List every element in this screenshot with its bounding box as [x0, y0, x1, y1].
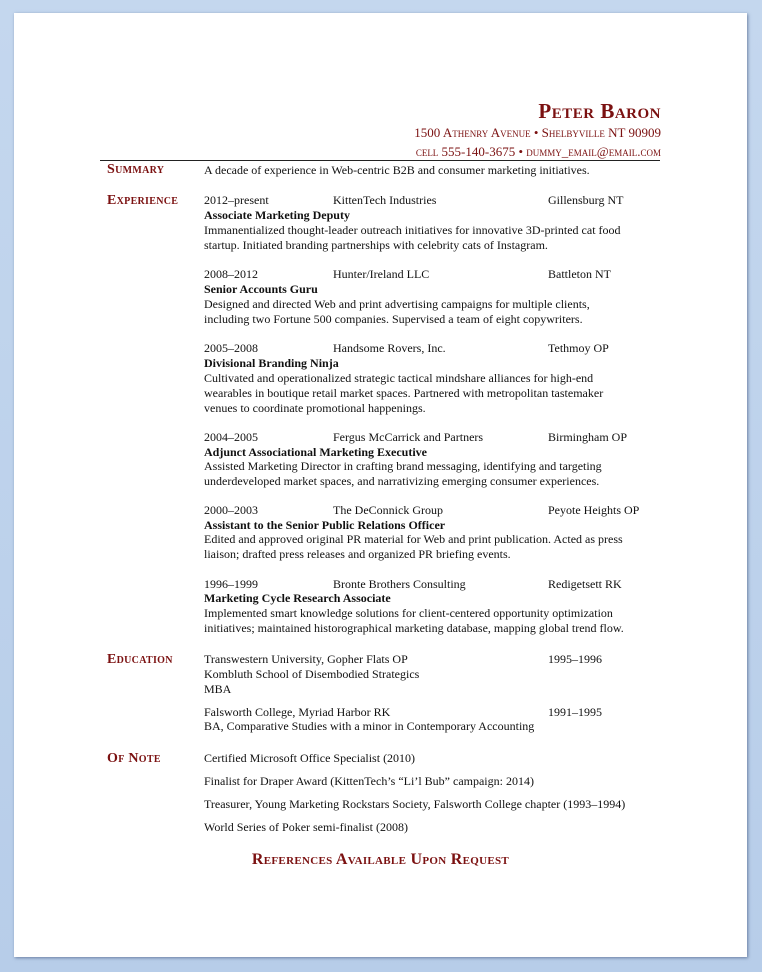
school-name: Falsworth College, Myriad Harbor RK [204, 705, 391, 719]
job-description-line: Immanentialized thought-leader outreach initiatives for innovative 3D-printed cat food [204, 223, 621, 237]
job-description-line: including two Fortune 500 companies. Supervised a team of eight copywriters. [204, 312, 583, 326]
job-title: Senior Accounts Guru [204, 282, 318, 296]
section-heading-summary: Summary [107, 162, 165, 177]
note-item: Treasurer, Young Marketing Rockstars Society, Falsworth College chapter (1993–1994) [204, 797, 626, 811]
summary-text: A decade of experience in Web-centric B2B and consumer marketing initiatives. [204, 163, 590, 177]
note-item: World Series of Poker semi-finalist (2008) [204, 820, 408, 834]
note-item: Finalist for Draper Award (KittenTech’s “Li’l Bub” campaign: 2014) [204, 774, 534, 788]
job-description-line: underdeveloped market spaces, and narrativizing emerging consumer experiences. [204, 474, 600, 488]
section-heading-education: Education [107, 652, 173, 667]
job-company: Fergus McCarrick and Partners [333, 430, 484, 444]
address-line: 1500 Athenry Avenue • Shelbyville NT 90909 [414, 125, 661, 140]
job-title: Marketing Cycle Research Associate [204, 591, 391, 605]
section-heading-experience: Experience [107, 193, 179, 208]
job-description-line: Assisted Marketing Director in crafting brand messaging, identifying and targeting [204, 459, 602, 473]
job-title: Associate Marketing Deputy [204, 208, 350, 222]
job-description-line: wearables in boutique retail market spaces. Partnered with metropolitan tastemaker [204, 386, 604, 400]
job-dates: 2004–2005 [204, 430, 258, 444]
degree-line: MBA [204, 682, 232, 696]
job-description-line: Designed and directed Web and print advertising campaigns for multiple clients, [204, 297, 590, 311]
degree-line: BA, Comparative Studies with a minor in Contemporary Accounting [204, 719, 535, 733]
job-description-line: startup. Initiated branding partnerships with celebrity cats of Instagram. [204, 238, 548, 252]
school-dates: 1995–1996 [548, 652, 602, 666]
job-location: Tethmoy OP [548, 341, 609, 355]
resume-page [14, 13, 747, 957]
school-name: Transwestern University, Gopher Flats OP [204, 652, 408, 666]
job-description-line: venues to coordinate promotional happenings. [204, 401, 426, 415]
job-description-line: Cultivated and operationalized strategic tactical mindshare alliances for high-end [204, 371, 594, 385]
job-location: Peyote Heights OP [548, 503, 640, 517]
degree-line: Kombluth School of Disembodied Strategics [204, 667, 420, 681]
job-title: Adjunct Associational Marketing Executive [204, 445, 427, 459]
job-company: Bronte Brothers Consulting [333, 577, 466, 591]
candidate-name: Peter Baron [538, 99, 661, 123]
job-dates: 2008–2012 [204, 267, 258, 281]
job-dates: 2012–present [204, 193, 269, 207]
job-location: Gillensburg NT [548, 193, 624, 207]
job-description-line: Edited and approved original PR material for Web and print publication. Acted as press [204, 532, 623, 546]
contact-line: cell 555-140-3675 • dummy_email@email.com [415, 144, 661, 159]
job-description-line: initiatives; maintained historographical marketing database, mapping global trend flow. [204, 621, 624, 635]
job-description-line: liaison; drafted press releases and organized PR briefing events. [204, 547, 511, 561]
job-dates: 2000–2003 [204, 503, 258, 517]
job-dates: 1996–1999 [204, 577, 258, 591]
job-location: Birmingham OP [548, 430, 628, 444]
job-location: Battleton NT [548, 267, 611, 281]
job-location: Redigetsett RK [548, 577, 622, 591]
header-divider [100, 160, 660, 161]
job-company: Handsome Rovers, Inc. [333, 341, 446, 355]
job-dates: 2005–2008 [204, 341, 258, 355]
references-line: References Available Upon Request [251, 851, 510, 868]
section-heading-of-note: Of Note [107, 751, 161, 766]
job-title: Divisional Branding Ninja [204, 356, 339, 370]
note-item: Certified Microsoft Office Specialist (2010) [204, 751, 416, 765]
job-company: KittenTech Industries [333, 193, 437, 207]
school-dates: 1991–1995 [548, 705, 602, 719]
job-description-line: Implemented smart knowledge solutions for client-centered opportunity optimization [204, 606, 613, 620]
job-title: Assistant to the Senior Public Relations Officer [204, 518, 446, 532]
job-company: The DeConnick Group [333, 503, 443, 517]
job-company: Hunter/Ireland LLC [333, 267, 430, 281]
